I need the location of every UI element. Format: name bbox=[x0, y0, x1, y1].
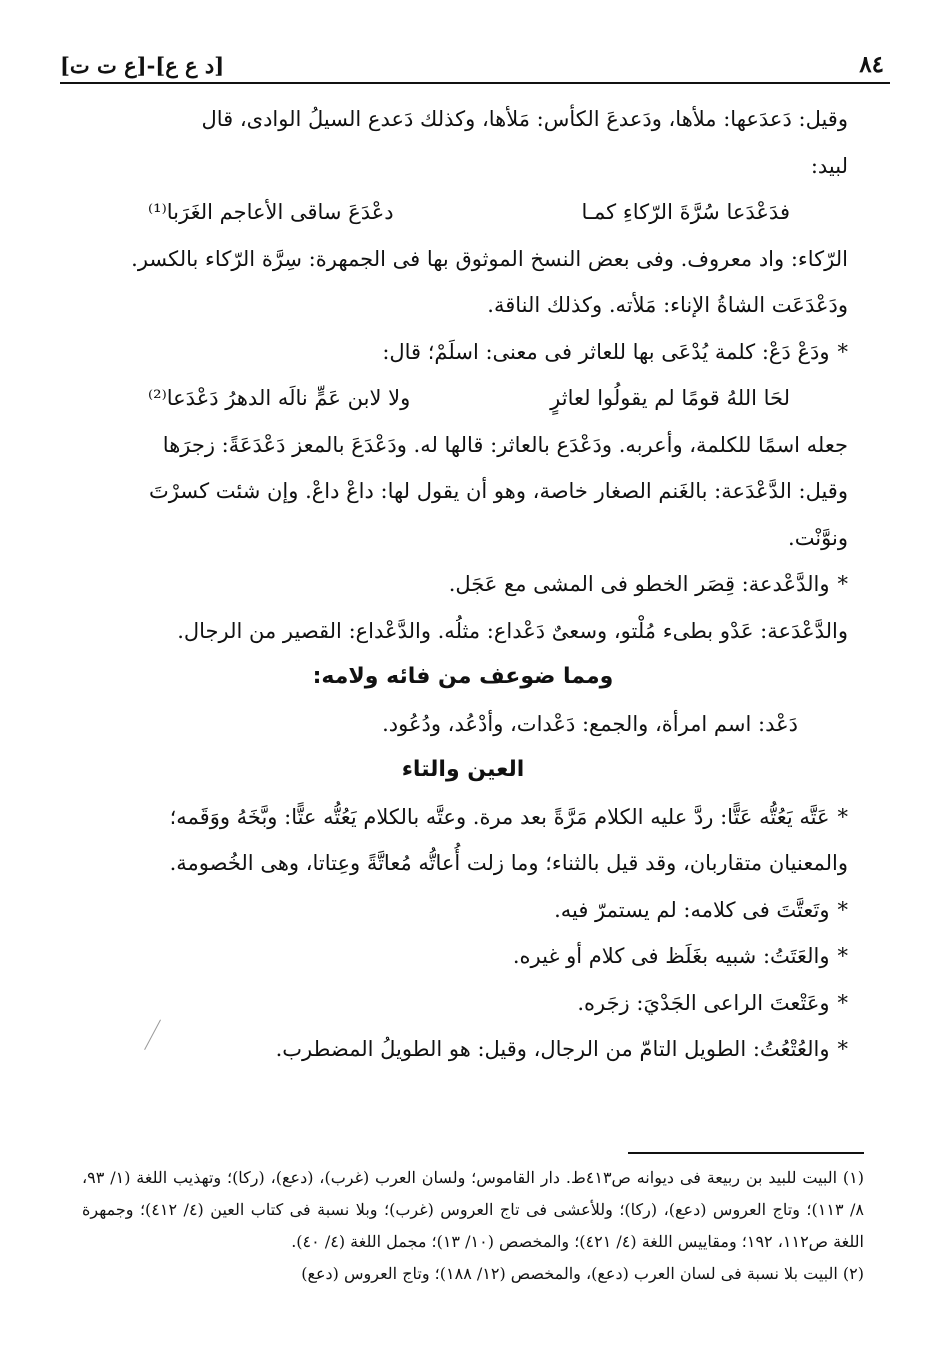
footnote-1: (١) البيت للبيد بن ربيعة فى ديوانه ص٤١٣ط. دار القاموس؛ ولسان العرب (غرب)، (دعع)، (ركا)؛ وتهذيب اللغة (١/ ٩٣، ٨/ ١١٣)؛ وتاج العروس (دعع)، (ركا)؛ وللأعشى فى تاج العروس (غرب)؛ وبلا نسبة فى كتاب العين (٤/ ٤١٢)؛ وجمهرة اللغة ص١١٢، ١٩٢؛ ومقاييس اللغة (٤/ ٤٢١)؛ والمخصص (١٠/ ١٣)؛ مجمل اللغة (٤/ ٤٠). bbox=[82, 1168, 865, 1251]
entry-text: والعُتْعُتُ: الطويل التامّ من الرجال، وقيل: هو الطويلُ المضطرب. bbox=[275, 1037, 830, 1061]
entry-star-marker: * bbox=[837, 339, 848, 364]
entry-line bbox=[78, 887, 848, 934]
entry-text: عَتَّه يَعُتُّه عَتًّا: ردَّ عليه الكلام مَرَّةً بعد مرة. وعتَّه بالكلام يَعُتُّه عتًّا: وبَّخَهُ ووَقَمه؛ bbox=[169, 804, 830, 829]
text-line: وقيل: دَعدَعها: ملأها، ودَعدعَ الكأس: مَلأها، وكذلك دَعدع السيلُ الوادى، قال bbox=[201, 107, 848, 131]
verse-hemistich-second: دعْدَعَ ساقى الأعاجم الغَرَبا⁽¹⁾ bbox=[148, 200, 394, 224]
entry-line bbox=[78, 980, 848, 1027]
text-line: والدَّعْدَعة: عَدْو بطىء مُلْتو، وسعىٌ دَعْداع: مثلُه. والدَّعْداع: القصير من الرجال. bbox=[177, 618, 848, 643]
verse-hemistich-second: ولا لابن عَمٍّ نالَه الدهرُ دَعْدَعا⁽²⁾ bbox=[148, 386, 411, 410]
section-root-brackets: [د ع ع]-[ع ت ت] bbox=[60, 53, 225, 78]
page-number: ٨٤ bbox=[859, 51, 884, 78]
text-line: ونوَّنْت. bbox=[788, 525, 848, 550]
verse-hemistich-first: فدَعْدَعا سُرَّةَ الرّكاءِ كمـا bbox=[581, 200, 790, 224]
entry-text: وعَتْعتَ الراعى الجَدْيَ: زجَره. bbox=[577, 990, 830, 1015]
section-heading: ومما ضوعف من فائه ولامه: bbox=[312, 664, 614, 689]
entry-star-marker: * bbox=[837, 1037, 848, 1061]
verse-line bbox=[78, 375, 848, 422]
footnotes bbox=[82, 1162, 864, 1290]
entry-line bbox=[78, 1026, 848, 1073]
entry-text: والعَتَتُ: شبيه بغَلَظ فى كلام أو غيره. bbox=[512, 944, 830, 968]
entry-star-marker: * bbox=[837, 804, 848, 829]
chapter-heading: العين والتاء bbox=[401, 757, 525, 782]
text-line: الرّكاء: واد معروف. وفى بعض النسخ الموثوق بها فى الجمهرة: سِرَّة الرّكاء بالكسر. bbox=[131, 246, 848, 271]
text-line: لبيد: bbox=[810, 153, 848, 178]
footnote-2: (٢) البيت بلا نسبة فى لسان العرب (دعع)، والمخصص (١٢/ ١٨٨)؛ وتاج العروس (دعع) bbox=[301, 1264, 864, 1283]
footnote-rule bbox=[628, 1152, 864, 1154]
entry-line bbox=[78, 794, 848, 841]
verse-line bbox=[78, 189, 848, 236]
entry-line bbox=[78, 329, 848, 376]
entry-text: ودَعْ دَعْ: كلمة يُدْعَى بها للعاثر فى معنى: اسلَمْ؛ قال: bbox=[382, 339, 830, 364]
header-rule bbox=[60, 82, 890, 84]
text-line: دَعْد: اسم امرأة، والجمع: دَعْدات، وأدْعُد، ودُعُود. bbox=[382, 711, 798, 736]
entry-star-marker: * bbox=[837, 944, 848, 968]
entry-line bbox=[78, 933, 848, 980]
verse-hemistich-first: لحَا اللهُ قومًا لم يقولُوا لعاثرٍ bbox=[550, 386, 790, 410]
main-text bbox=[78, 96, 848, 1073]
entry-star-marker: * bbox=[837, 897, 848, 922]
entry-text: والدَّعْدعة: قِصَر الخطو فى المشى مع عَجَل. bbox=[448, 572, 830, 596]
page-header bbox=[60, 44, 890, 78]
entry-star-marker: * bbox=[837, 572, 848, 596]
entry-star-marker: * bbox=[837, 990, 848, 1015]
entry-text: وتَعتَّتَ فى كلامه: لم يستمرّ فيه. bbox=[554, 897, 830, 922]
text-line: وقيل: الدَّعْدَعة: بالغَنم الصغار خاصة، وهو أن يقول لها: داعْ داعْ. وإن شئت كسرْتَ bbox=[149, 479, 848, 503]
text-line: جعله اسمًا للكلمة، وأعربه. ودَعْدَع بالعاثر: قالها له. ودَعْدَعَ بالمعز دَعْدَعَةً: زجرَها bbox=[162, 432, 848, 457]
entry-line bbox=[78, 561, 848, 608]
text-line: والمعنيان متقاربان، وقد قيل بالثناء؛ وما زلت أُعاتُّه مُعاتَّةً وعِتاتا، وهى الخُصومة. bbox=[169, 851, 848, 875]
text-line: ودَعْدَعَت الشاةُ الإناء: مَلأته. وكذلك الناقة. bbox=[487, 293, 848, 317]
